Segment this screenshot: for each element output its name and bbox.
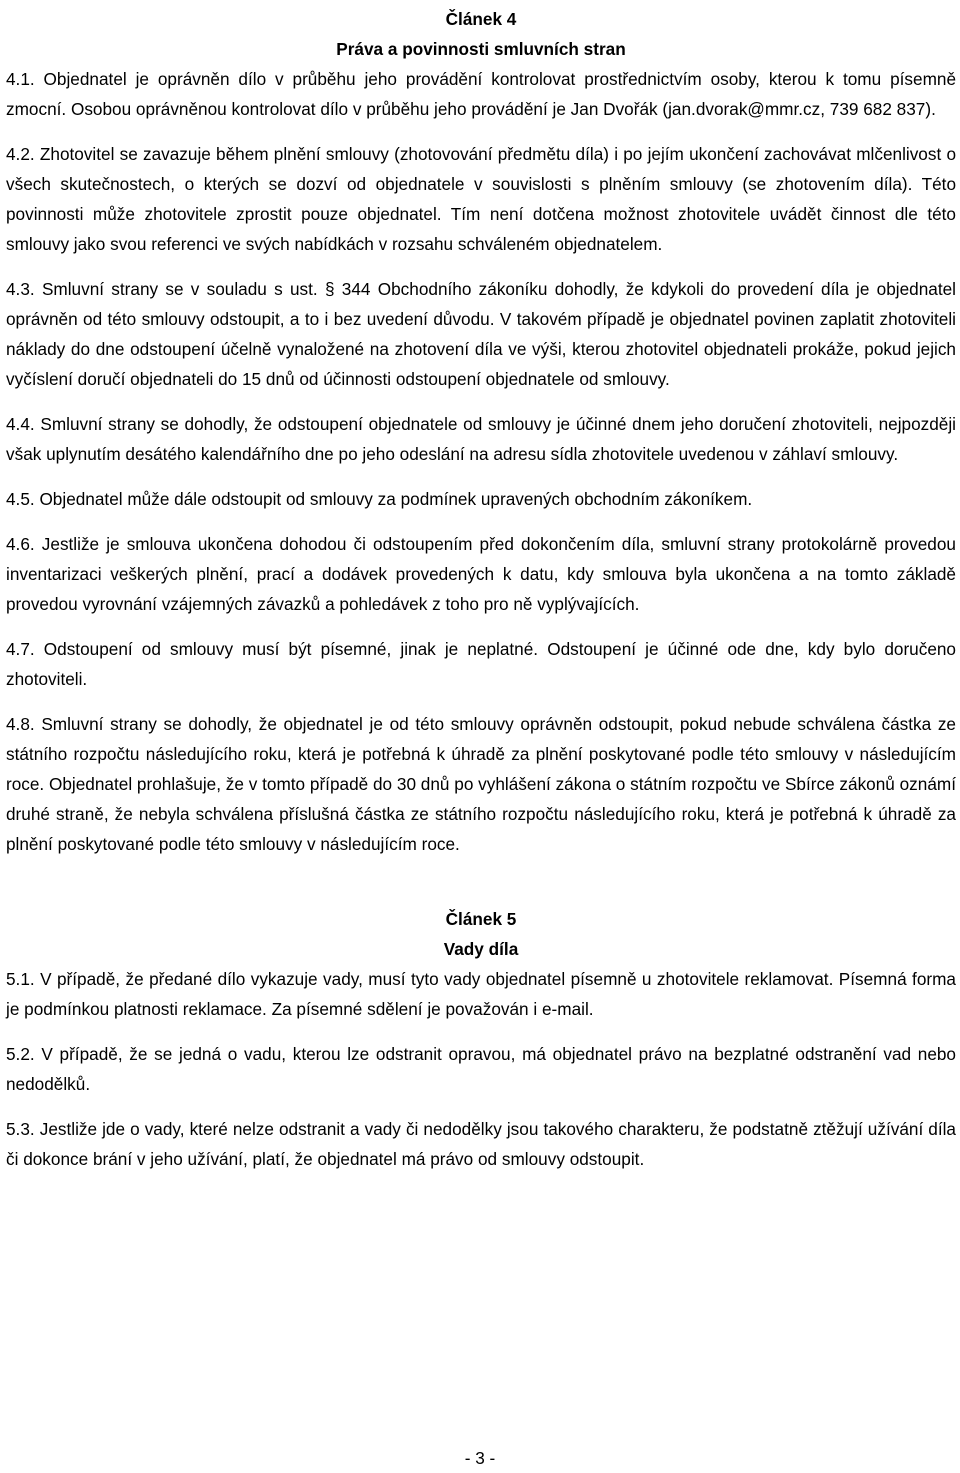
article-5-subtitle: Vady díla — [443, 939, 519, 959]
clause-5-2: 5.2. V případě, že se jedná o vadu, kterou lze odstranit opravou, má objednatel právo na bezplatné odstranění vad nebo nedodělků. — [6, 1044, 956, 1094]
document-page — [6, 4, 956, 1189]
article-spacer — [6, 874, 956, 904]
clause-4-2: 4.2. Zhotovitel se zavazuje během plnění smlouvy (zhotovování předmětu díla) i po jejím ukončení zachovávat mlčenlivost o všech skutečnostech, o kterých se dozví od objednatele v souvislosti s plněním smlouvy (se zhotovením díla). Této povinnosti může zhotovitele zprostit pouze objednatel. Tím není dotčena možnost zhotovitele uvádět činnost dle této smlouvy jako svou referenci ve svých nabídkách v rozsahu schváleném objednatelem. — [6, 144, 956, 254]
clause-4-1: 4.1. Objednatel je oprávněn dílo v průběhu jeho provádění kontrolovat prostřednictvím osoby, kterou k tomu písemně zmocní. Osobou oprávněnou kontrolovat dílo v průběhu jeho provádění je Jan Dvořák (jan.dvorak@mmr.cz, 739 682 837). — [6, 69, 956, 119]
clause-4-3: 4.3. Smluvní strany se v souladu s ust. § 344 Obchodního zákoníku dohodly, že kdykoli do provedení díla je objednatel oprávněn od této smlouvy odstoupit, a to i bez uvedení důvodu. V takovém případě je objednatel povinen zaplatit zhotoviteli náklady do dne odstoupení účelně vynaložené na zhotovení díla ve výši, kterou zhotovitel objednateli prokáže, pokud jejich vyčíslení doručí objednateli do 15 dnů od účinnosti odstoupení objednatele od smlouvy. — [6, 279, 956, 389]
article-4-title: Článek 4 — [445, 9, 517, 29]
clause-4-8: 4.8. Smluvní strany se dohodly, že objednatel je od této smlouvy oprávněn odstoupit, pokud nebude schválena částka ze státního rozpočtu následujícího roku, která je potřebná k úhradě za plnění poskytované podle této smlouvy v následujícím roce. Objednatel prohlašuje, že v tomto případě do 30 dnů po vyhlášení zákona o státním rozpočtu ve Sbírce zákonů oznámí druhé straně, že nebyla schválena příslušná částka ze státního rozpočtu následujícího roku, která je potřebná k úhradě za plnění poskytované podle této smlouvy v následujícím roce. — [6, 714, 956, 854]
clause-4-7: 4.7. Odstoupení od smlouvy musí být písemné, jinak je neplatné. Odstoupení je účinné ode dne, kdy bylo doručeno zhotoviteli. — [6, 639, 956, 689]
article-4-subtitle: Práva a povinnosti smluvních stran — [336, 39, 626, 59]
article-5-title: Článek 5 — [445, 909, 517, 929]
clause-4-4: 4.4. Smluvní strany se dohodly, že odstoupení objednatele od smlouvy je účinné dnem jeho doručení zhotoviteli, nejpozději však uplynutím desátého kalendářního dne po jeho odeslání na adresu sídla zhotovitele uvedenou v záhlaví smlouvy. — [6, 414, 956, 464]
page-number: - 3 - — [464, 1448, 496, 1468]
clause-5-1: 5.1. V případě, že předané dílo vykazuje vady, musí tyto vady objednatel písemně u zhotovitele reklamovat. Písemná forma je podmínkou platnosti reklamace. Za písemné sdělení je považován i e-mail. — [6, 969, 956, 1019]
clause-4-5: 4.5. Objednatel může dále odstoupit od smlouvy za podmínek upravených obchodním zákoníkem. — [6, 489, 753, 509]
clause-5-3: 5.3. Jestliže jde o vady, které nelze odstranit a vady či nedodělky jsou takového charakteru, že podstatně ztěžují užívání díla či dokonce brání v jeho užívání, platí, že objednatel má právo od smlouvy odstoupit. — [6, 1119, 956, 1169]
clause-4-6: 4.6. Jestliže je smlouva ukončena dohodou či odstoupením před dokončením díla, smluvní strany protokolárně provedou inventarizaci veškerých plnění, prací a dodávek provedených k datu, kdy smlouva byla ukončena a na tomto základě provedou vyrovnání vzájemných závazků a pohledávek z toho pro ně vyplývajících. — [6, 534, 956, 614]
